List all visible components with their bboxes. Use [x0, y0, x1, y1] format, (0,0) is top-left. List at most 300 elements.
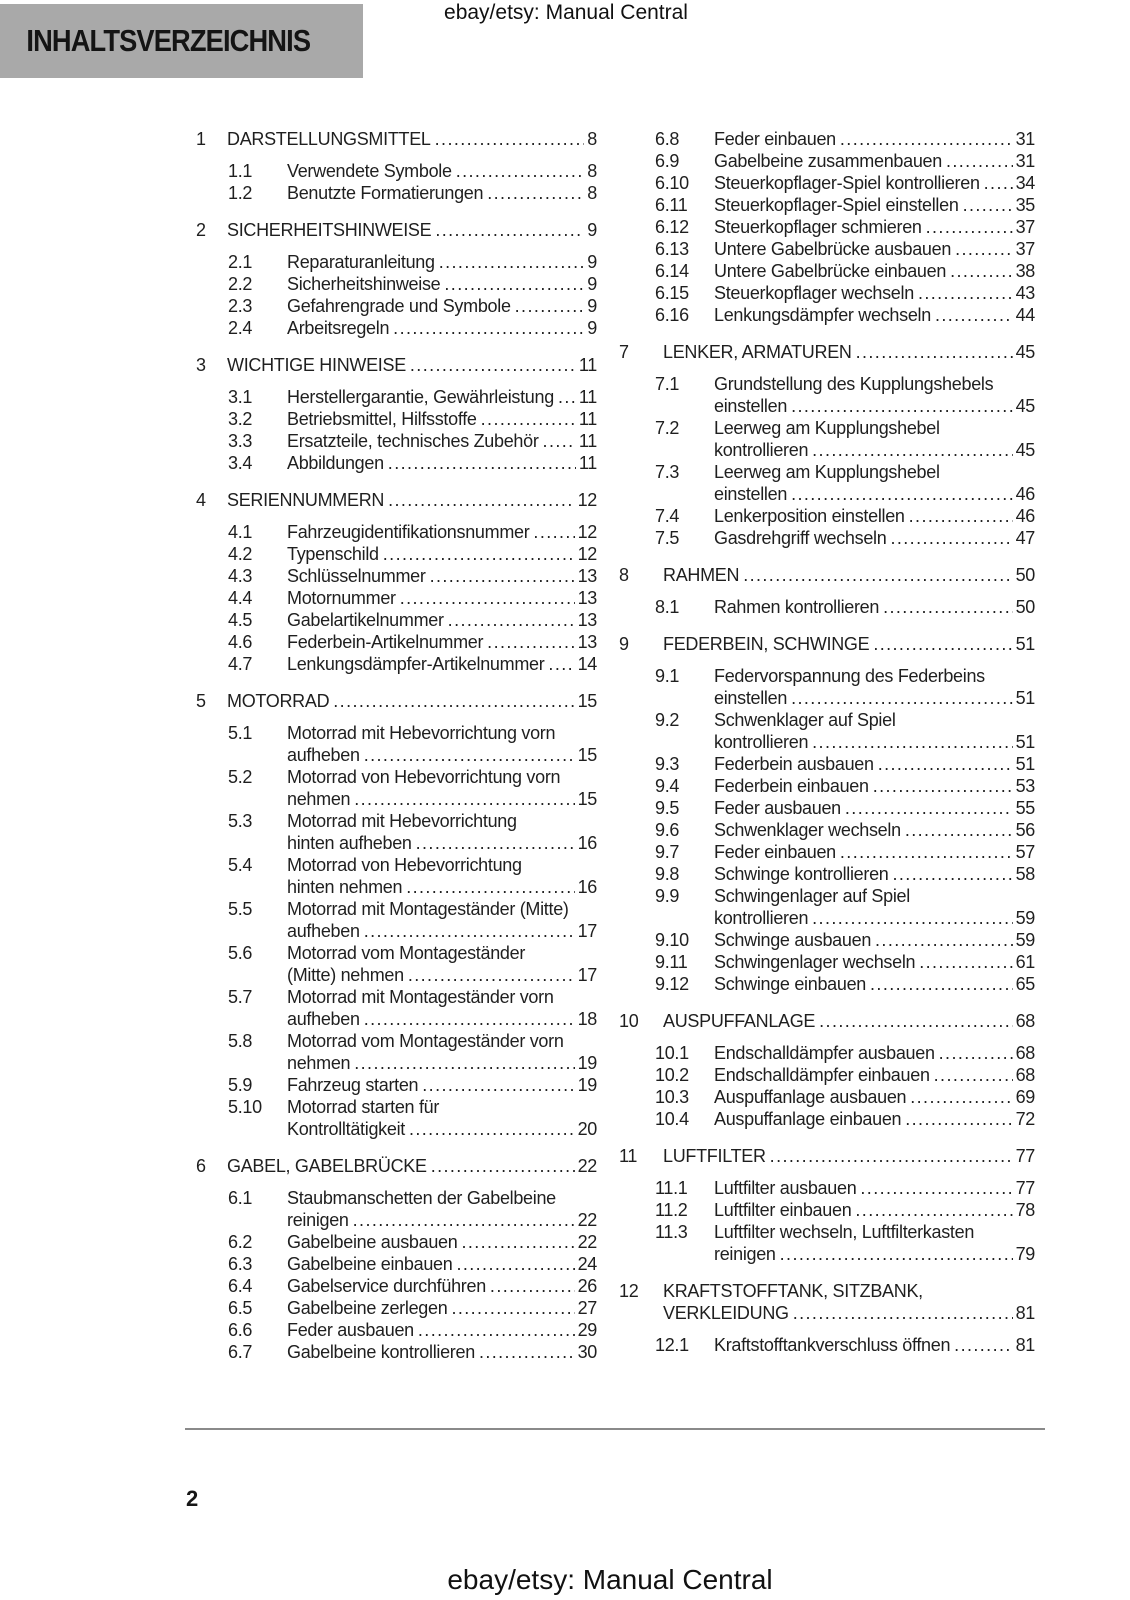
toc-entry-page: 13 [577, 632, 597, 652]
toc-entry [655, 1108, 1035, 1130]
toc-entry-number: 6.9 [655, 151, 680, 171]
toc-entry-page: 51 [1015, 634, 1035, 654]
toc-entry-title: aufheben [287, 745, 360, 765]
toc-entry-number: 4.5 [228, 610, 253, 630]
toc-entry-title: Auspuffanlage einbauen [714, 1109, 902, 1129]
toc-entry-number: 12 [619, 1281, 639, 1301]
toc-entry-number: 6.7 [228, 1342, 253, 1362]
toc-entry [655, 373, 1035, 417]
toc-entry [655, 216, 1035, 238]
toc-entry-number: 2.4 [228, 318, 253, 338]
toc-entry-title: Gabelbeine zusammenbauen [714, 151, 942, 171]
dot-leader [456, 1253, 574, 1275]
toc-entry-number: 5.7 [228, 987, 253, 1007]
toc-entry-number: 5 [196, 691, 206, 711]
toc-entry [655, 885, 1035, 929]
toc-entry-title: Verwendete Symbole [287, 161, 452, 181]
toc-entry-page: 14 [577, 654, 597, 674]
toc-entry [655, 753, 1035, 775]
dot-leader [918, 282, 1013, 304]
toc-entry [196, 219, 597, 241]
dot-leader [444, 273, 584, 295]
dot-leader [939, 1042, 1013, 1064]
toc-entry-page: 77 [1015, 1178, 1035, 1198]
toc-entry-number: 5.6 [228, 943, 253, 963]
toc-entry-title: Staubmanschetten der Gabelbeine [287, 1188, 556, 1208]
toc-entry-title: Schwinge kontrollieren [714, 864, 889, 884]
toc-entry-page: 31 [1015, 151, 1035, 171]
page-number: 2 [186, 1486, 199, 1511]
toc-entry-number: 9.10 [655, 930, 689, 950]
toc-entry-title: aufheben [287, 1009, 360, 1029]
toc-entry-title: Kontrolltätigkeit [287, 1119, 405, 1139]
toc-entry-number: 5.10 [228, 1097, 262, 1117]
dot-leader [934, 1064, 1013, 1086]
toc-entry-page: 11 [578, 387, 597, 407]
footer-watermark: ebay/etsy: Manual Central [447, 1564, 773, 1595]
dot-leader [873, 775, 1013, 797]
toc-entry-title: Steuerkopflager wechseln [714, 283, 914, 303]
toc-entry [228, 1297, 597, 1319]
toc-entry [655, 1086, 1035, 1108]
toc-entry [655, 505, 1035, 527]
toc-entry [196, 1155, 597, 1177]
toc-entry [228, 251, 597, 273]
toc-entry-title: Federbein einbauen [714, 776, 869, 796]
toc-entry-title: Grundstellung des Kupplungshebels [714, 374, 994, 394]
toc-entry-page: 16 [577, 877, 597, 897]
toc-entry-page: 78 [1015, 1200, 1035, 1220]
toc-entry-page: 8 [587, 161, 597, 181]
dot-leader [418, 1319, 575, 1341]
toc-entry-page: 68 [1015, 1065, 1035, 1085]
toc-entry-title: Luftfilter ausbauen [714, 1178, 857, 1198]
dot-leader [416, 832, 575, 854]
toc-entry-page: 55 [1015, 798, 1035, 818]
toc-entry-title: kontrollieren [714, 732, 809, 752]
toc-entry [655, 841, 1035, 863]
toc-entry-title: Motorrad mit Hebevorrichtung vorn [287, 723, 556, 743]
dot-leader [780, 1243, 1013, 1265]
toc-entry-page: 11 [578, 355, 597, 375]
toc-entry [619, 564, 1035, 586]
dot-leader [870, 973, 1013, 995]
toc-entry [228, 273, 597, 295]
toc-entry-page: 58 [1015, 864, 1035, 884]
toc-entry [619, 1010, 1035, 1032]
dot-leader [905, 819, 1013, 841]
toc-entry [228, 722, 597, 766]
toc-entry-page: 15 [577, 745, 597, 765]
toc-entry-number: 6.13 [655, 239, 689, 259]
toc-entry-number: 5.3 [228, 811, 253, 831]
dot-leader [543, 430, 576, 452]
toc-entry-number: 9.1 [655, 666, 680, 686]
dot-leader [883, 596, 1012, 618]
toc-entry [228, 653, 597, 675]
toc-entry-title: Typenschild [287, 544, 379, 564]
toc-entry-number: 6.16 [655, 305, 689, 325]
toc-entry-page: 27 [577, 1298, 597, 1318]
toc-entry-title: Lenkerposition einstellen [714, 506, 905, 526]
dot-leader [791, 687, 1013, 709]
toc-entry [619, 341, 1035, 363]
toc-entry-title: Gefahrengrade und Symbole [287, 296, 511, 316]
dot-leader [333, 690, 574, 712]
toc-entry [655, 172, 1035, 194]
toc-entry [228, 587, 597, 609]
toc-entry-number: 10.3 [655, 1087, 689, 1107]
toc-entry-title: Federbein ausbauen [714, 754, 874, 774]
toc-entry [655, 1221, 1035, 1265]
toc-entry-page: 15 [577, 789, 597, 809]
toc-entry [228, 986, 597, 1030]
toc-entry-title: Gabelservice durchführen [287, 1276, 486, 1296]
toc-entry-page: 13 [577, 610, 597, 630]
toc-entry-number: 1 [196, 129, 206, 149]
toc-entry-page: 19 [577, 1053, 597, 1073]
toc-entry-number: 5.9 [228, 1075, 253, 1095]
toc-entry-page: 11 [578, 431, 597, 451]
toc-entry-number: 11 [619, 1146, 638, 1166]
toc-entry-number: 6.14 [655, 261, 689, 281]
dot-leader [353, 1209, 575, 1231]
toc-entry-number: 4.1 [228, 522, 253, 542]
toc-entry [655, 1064, 1035, 1086]
dot-leader [479, 1341, 575, 1363]
toc-entry-page: 53 [1015, 776, 1035, 796]
header-watermark: ebay/etsy: Manual Central [444, 1, 688, 24]
dot-leader [954, 1334, 1012, 1356]
dot-leader [435, 128, 585, 150]
toc-entry-title: kontrollieren [714, 440, 809, 460]
toc-entry-page: 46 [1015, 484, 1035, 504]
toc-entry [655, 929, 1035, 951]
dot-leader [845, 797, 1013, 819]
dot-leader [919, 951, 1012, 973]
toc-entry [196, 354, 597, 376]
toc-entry [228, 408, 597, 430]
toc-entry [655, 461, 1035, 505]
dot-leader [430, 565, 575, 587]
toc-entry-page: 46 [1015, 506, 1035, 526]
toc-entry-number: 5.8 [228, 1031, 253, 1051]
toc-entry [228, 766, 597, 810]
toc-entry-number: 7.1 [655, 374, 680, 394]
toc-entry-title: LUFTFILTER [663, 1146, 766, 1166]
toc-entry-number: 9.9 [655, 886, 680, 906]
dot-leader [946, 150, 1013, 172]
dot-leader [812, 731, 1012, 753]
toc-entry [228, 317, 597, 339]
dot-leader [873, 633, 1012, 655]
dot-leader [393, 317, 584, 339]
toc-entry-number: 4.2 [228, 544, 253, 564]
toc-column-left [196, 128, 597, 1363]
toc-entry-number: 10.4 [655, 1109, 689, 1129]
toc-entry-title: Endschalldämpfer einbauen [714, 1065, 930, 1085]
toc-entry-title: hinten aufheben [287, 833, 412, 853]
toc-entry-title: Betriebsmittel, Hilfsstoffe [287, 409, 477, 429]
toc-entry-number: 4.3 [228, 566, 253, 586]
toc-entry [655, 238, 1035, 260]
dot-leader [935, 304, 1013, 326]
toc-entry [228, 810, 597, 854]
toc-entry [228, 1096, 597, 1140]
toc-entry-page: 22 [577, 1232, 597, 1252]
toc-entry-title: reinigen [714, 1244, 776, 1264]
toc-entry-title: Feder einbauen [714, 842, 836, 862]
toc-entry [228, 1074, 597, 1096]
toc-entry [228, 295, 597, 317]
toc-entry [228, 1319, 597, 1341]
toc-entry [655, 596, 1035, 618]
toc-entry-number: 6.3 [228, 1254, 253, 1274]
toc-entry-title: Ersatzteile, technisches Zubehör [287, 431, 539, 451]
dot-leader [410, 354, 576, 376]
toc-entry-title: Motorrad vom Montageständer [287, 943, 526, 963]
toc-entry [655, 951, 1035, 973]
dot-leader [812, 439, 1012, 461]
toc-entry-page: 38 [1015, 261, 1035, 281]
toc-entry-number: 6.6 [228, 1320, 253, 1340]
toc-entry-number: 9.12 [655, 974, 689, 994]
toc-entry-title: Federvorspannung des Federbeins [714, 666, 985, 686]
dot-leader [383, 543, 575, 565]
toc-entry-title: Gabelbeine einbauen [287, 1254, 453, 1274]
toc-entry [655, 797, 1035, 819]
dot-leader [364, 1008, 575, 1030]
toc-entry-page: 12 [577, 490, 597, 510]
toc-entry-number: 5.1 [228, 723, 253, 743]
dot-leader [791, 395, 1013, 417]
toc-entry-number: 9.5 [655, 798, 680, 818]
dot-leader [461, 1231, 574, 1253]
toc-entry-number: 6.5 [228, 1298, 253, 1318]
toc-entry-number: 6.11 [655, 195, 688, 215]
toc-entry-page: 51 [1015, 688, 1035, 708]
dot-leader [354, 788, 574, 810]
toc-entry-number: 1.2 [228, 183, 253, 203]
toc-entry-title: Sicherheitshinweise [287, 274, 441, 294]
dot-leader [448, 609, 575, 631]
toc-entry-title: (Mitte) nehmen [287, 965, 404, 985]
toc-entry-number: 2.3 [228, 296, 253, 316]
dot-leader [878, 753, 1013, 775]
toc-entry-number: 6.1 [228, 1188, 253, 1208]
toc-entry-title: Abbildungen [287, 453, 384, 473]
toc-entry-number: 7.2 [655, 418, 680, 438]
toc-entry-number: 7 [619, 342, 629, 362]
toc-entry-page: 37 [1015, 239, 1035, 259]
toc-entry-title: nehmen [287, 1053, 351, 1073]
toc-entry-title: Schwenklager wechseln [714, 820, 901, 840]
toc-entry [655, 194, 1035, 216]
toc-entry-page: 68 [1015, 1011, 1035, 1031]
toc-entry [196, 690, 597, 712]
toc-entry-number: 6.10 [655, 173, 689, 193]
toc-entry-title: Motorrad vom Montageständer vorn [287, 1031, 564, 1051]
toc-entry-page: 31 [1015, 129, 1035, 149]
dot-leader [558, 386, 576, 408]
toc-entry-title: Luftfilter wechseln, Luftfilterkasten [714, 1222, 975, 1242]
toc-entry-title: einstellen [714, 396, 788, 416]
toc-entry [228, 386, 597, 408]
toc-entry [228, 898, 597, 942]
dot-leader [364, 744, 575, 766]
dot-leader [793, 1302, 1013, 1324]
toc-entry-title: Gabelbeine kontrollieren [287, 1342, 475, 1362]
toc-entry [619, 1280, 1035, 1324]
toc-entry-number: 6 [196, 1156, 206, 1176]
dot-leader [431, 1155, 575, 1177]
toc-entry-title: Auspuffanlage ausbauen [714, 1087, 907, 1107]
dot-leader [812, 907, 1012, 929]
toc-entry-number: 9.7 [655, 842, 680, 862]
dot-leader [950, 260, 1013, 282]
dot-leader [819, 1010, 1012, 1032]
toc-entry-number: 3.1 [228, 387, 253, 407]
toc-entry [228, 565, 597, 587]
toc-entry [228, 452, 597, 474]
toc-entry-page: 16 [577, 833, 597, 853]
dot-leader [856, 341, 1013, 363]
toc-entry-page: 56 [1015, 820, 1035, 840]
toc-entry-title: FEDERBEIN, SCHWINGE [663, 634, 870, 654]
toc-entry [655, 709, 1035, 753]
toc-entry-title: RAHMEN [663, 565, 740, 585]
toc-entry-number: 3.3 [228, 431, 253, 451]
toc-column-right [619, 128, 1035, 1356]
toc-entry-title: SERIENNUMMERN [227, 490, 385, 510]
toc-entry-title: Gasdrehgriff wechseln [714, 528, 887, 548]
toc-entry-title: SICHERHEITSHINWEISE [227, 220, 432, 240]
toc-entry-number: 9 [619, 634, 629, 654]
toc-entry-page: 9 [587, 318, 597, 338]
dot-leader [435, 219, 584, 241]
toc-entry [228, 1253, 597, 1275]
toc-entry-title: Untere Gabelbrücke einbauen [714, 261, 947, 281]
toc-entry-page: 20 [577, 1119, 597, 1139]
toc-entry-title: Schwinge ausbauen [714, 930, 872, 950]
toc-entry-title: MOTORRAD [227, 691, 330, 711]
toc-entry-number: 10 [619, 1011, 639, 1031]
dot-leader [406, 876, 574, 898]
dot-leader [456, 160, 585, 182]
toc-entry-number: 11.2 [655, 1200, 688, 1220]
toc-entry-title: Benutzte Formatierungen [287, 183, 484, 203]
toc-entry [228, 1231, 597, 1253]
toc-entry-page: 59 [1015, 908, 1035, 928]
toc-entry [228, 854, 597, 898]
toc-entry-page: 43 [1015, 283, 1035, 303]
toc-entry-page: 45 [1015, 440, 1035, 460]
toc-entry-title: Arbeitsregeln [287, 318, 390, 338]
toc-entry-page: 11 [578, 409, 597, 429]
dot-leader [364, 920, 575, 942]
toc-entry-page: 15 [577, 691, 597, 711]
toc-entry-title: Schwenklager auf Spiel [714, 710, 896, 730]
toc-entry-number: 4.6 [228, 632, 253, 652]
toc-entry-title: Schwinge einbauen [714, 974, 867, 994]
toc-entry-number: 3 [196, 355, 206, 375]
toc-entry-title: Lenkungsdämpfer wechseln [714, 305, 931, 325]
toc-entry [196, 489, 597, 511]
dot-leader [515, 295, 585, 317]
toc-entry-title: Fahrzeug starten [287, 1075, 419, 1095]
toc-entry-page: 22 [577, 1156, 597, 1176]
dot-leader [926, 216, 1013, 238]
toc-entry-title: Schlüsselnummer [287, 566, 426, 586]
toc-entry-page: 51 [1015, 754, 1035, 774]
toc-entry-number: 3.2 [228, 409, 253, 429]
toc-entry-title: Motorrad mit Montageständer (Mitte) [287, 899, 569, 919]
toc-entry-number: 4.7 [228, 654, 253, 674]
toc-entry-title: Leerweg am Kupplungshebel [714, 418, 940, 438]
toc-entry-title: Schwingenlager wechseln [714, 952, 916, 972]
dot-leader [548, 653, 574, 675]
toc-entry-page: 79 [1015, 1244, 1035, 1264]
toc-entry-page: 34 [1015, 173, 1035, 193]
toc-entry [228, 543, 597, 565]
toc-entry-number: 11.3 [655, 1222, 688, 1242]
toc-entry-page: 8 [587, 129, 597, 149]
toc-entry-number: 2.1 [228, 252, 253, 272]
section-title-bar [0, 4, 363, 78]
toc-entry-number: 10.1 [655, 1043, 689, 1063]
toc-entry-title: AUSPUFFANLAGE [663, 1011, 816, 1031]
toc-entry-page: 57 [1015, 842, 1035, 862]
toc-entry [655, 282, 1035, 304]
toc-entry-number: 6.15 [655, 283, 689, 303]
toc-entry [228, 1275, 597, 1297]
toc-entry-page: 50 [1015, 565, 1035, 585]
toc-entry-number: 8 [619, 565, 629, 585]
toc-entry-page: 51 [1015, 732, 1035, 752]
toc-entry-number: 9.8 [655, 864, 680, 884]
toc-entry-page: 47 [1015, 528, 1035, 548]
toc-entry-title: DARSTELLUNGSMITTEL [227, 129, 431, 149]
toc-entry [196, 128, 597, 150]
toc-entry [655, 1177, 1035, 1199]
toc-entry [655, 417, 1035, 461]
toc-entry-number: 6.2 [228, 1232, 253, 1252]
dot-leader [840, 128, 1013, 150]
toc-entry-title: Feder einbauen [714, 129, 836, 149]
toc-entry-title: Steuerkopflager-Spiel kontrollieren [714, 173, 980, 193]
toc-entry [655, 973, 1035, 995]
toc-entry-number: 7.5 [655, 528, 680, 548]
toc-entry-page: 19 [577, 1075, 597, 1095]
toc-entry-page: 61 [1015, 952, 1035, 972]
toc-entry-page: 44 [1015, 305, 1035, 325]
toc-entry-title: Herstellergarantie, Gewährleistung [287, 387, 554, 407]
dot-leader [955, 238, 1013, 260]
toc-entry-title: Lenkungsdämpfer-Artikelnummer [287, 654, 545, 674]
section-title: INHALTSVERZEICHNIS [26, 23, 311, 58]
toc-entry [228, 631, 597, 653]
dot-leader [860, 1177, 1012, 1199]
dot-leader [409, 1118, 575, 1140]
toc-entry-title: Gabelartikelnummer [287, 610, 444, 630]
dot-leader [533, 521, 574, 543]
toc-entry-page: 24 [577, 1254, 597, 1274]
toc-entry-title: Motorrad starten für [287, 1097, 440, 1117]
toc-entry-number: 9.4 [655, 776, 680, 796]
toc-entry-page: 29 [577, 1320, 597, 1340]
toc-entry [655, 1199, 1035, 1221]
dot-leader [481, 408, 576, 430]
